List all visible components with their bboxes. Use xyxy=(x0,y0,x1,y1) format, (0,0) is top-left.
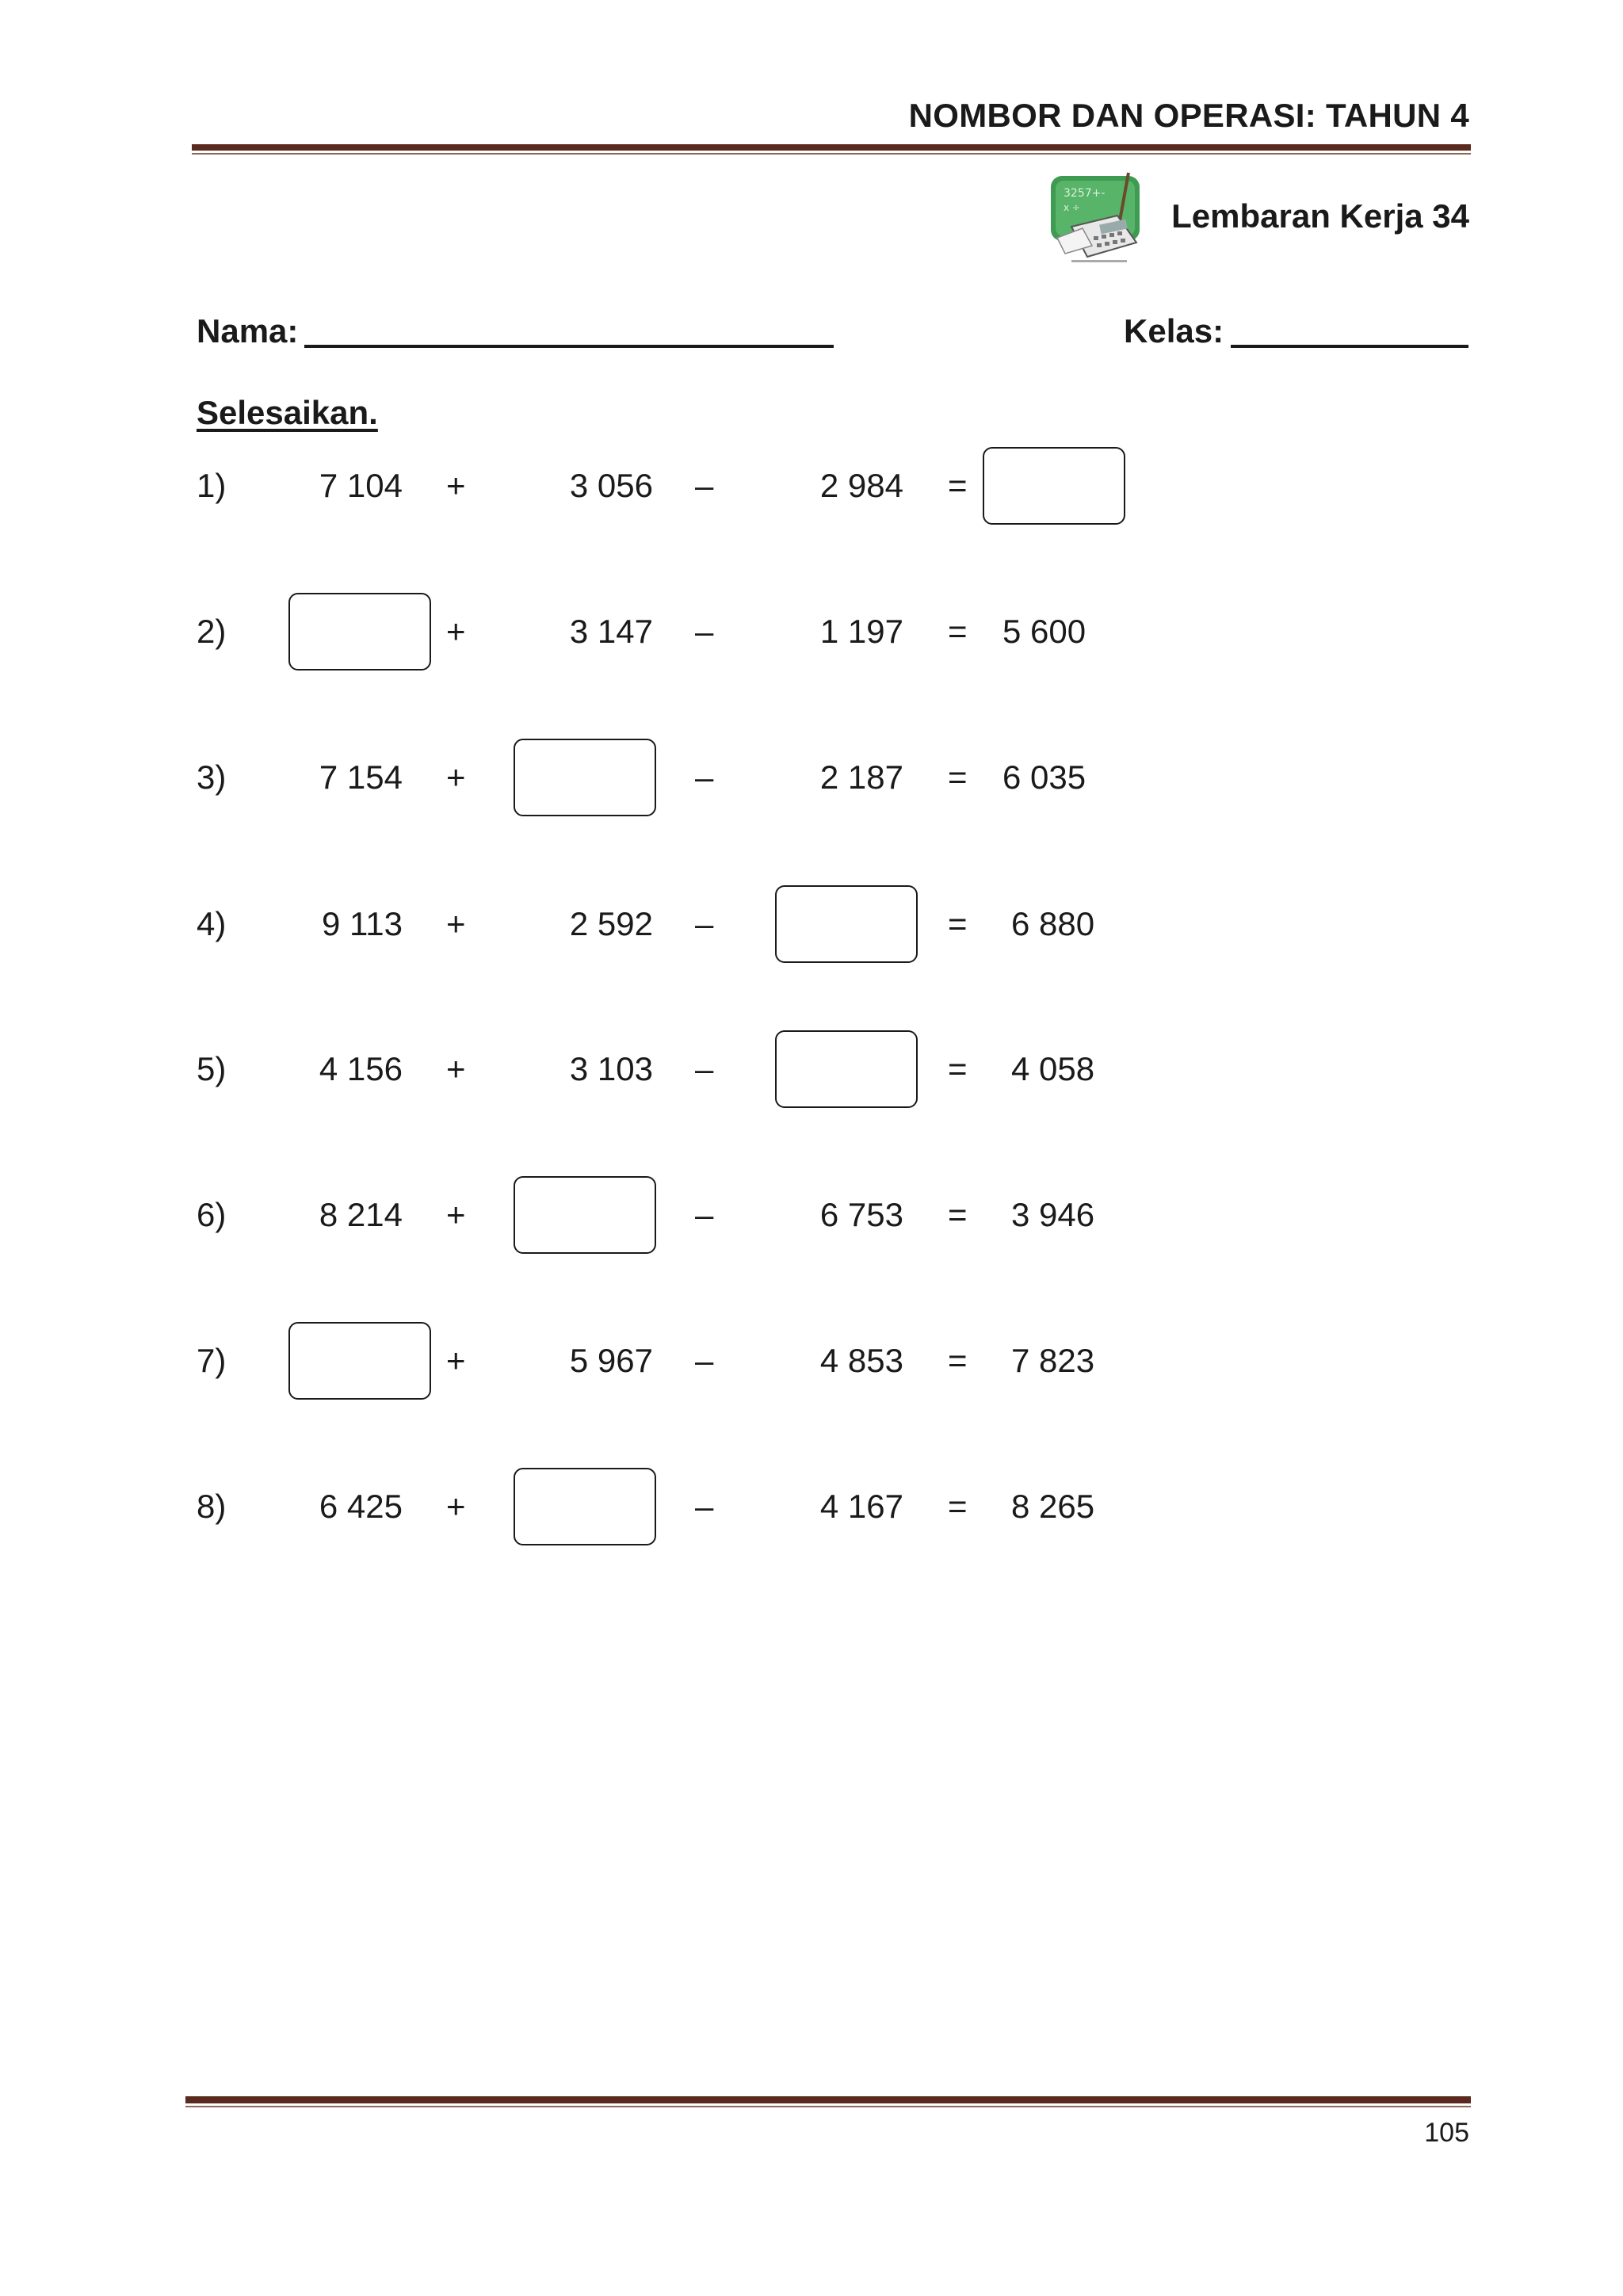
minus-sign: – xyxy=(695,905,714,942)
operand-1: 8 214 xyxy=(319,1196,403,1233)
operand-3: 6 753 xyxy=(819,1196,903,1233)
operand-3: 4 853 xyxy=(819,1342,903,1379)
answer-box-operand-1[interactable] xyxy=(288,593,431,670)
operand-2: 3 103 xyxy=(569,1050,653,1087)
question-number: 3) xyxy=(197,758,227,796)
minus-sign: – xyxy=(695,758,714,796)
result: 4 058 xyxy=(1011,1050,1095,1087)
chalkboard-calculator-icon xyxy=(1048,170,1151,268)
question-number: 8) xyxy=(197,1488,227,1525)
question-number: 2) xyxy=(197,613,227,650)
name-blank-line[interactable] xyxy=(304,345,834,348)
equals-sign: = xyxy=(948,905,968,942)
svg-text:x ÷: x ÷ xyxy=(1064,202,1080,213)
operand-2: 2 592 xyxy=(569,905,653,942)
plus-sign: + xyxy=(446,1342,466,1379)
operand-1: 7 104 xyxy=(319,467,403,504)
result: 3 946 xyxy=(1011,1196,1095,1233)
operand-1: 7 154 xyxy=(319,758,403,796)
svg-text:3257+-: 3257+- xyxy=(1064,187,1106,200)
result: 6 035 xyxy=(1002,758,1086,796)
question-number: 5) xyxy=(197,1050,227,1087)
page-number: 105 xyxy=(1424,2118,1469,2148)
equals-sign: = xyxy=(948,467,968,504)
answer-box-operand-2[interactable] xyxy=(514,739,656,816)
plus-sign: + xyxy=(446,613,466,650)
answer-box-operand-3[interactable] xyxy=(775,885,918,963)
result: 5 600 xyxy=(1002,613,1086,650)
plus-sign: + xyxy=(446,905,466,942)
minus-sign: – xyxy=(695,613,714,650)
plus-sign: + xyxy=(446,1050,466,1087)
operand-2: 5 967 xyxy=(569,1342,653,1379)
operand-2: 3 056 xyxy=(569,467,653,504)
answer-box-operand-1[interactable] xyxy=(288,1322,431,1400)
minus-sign: – xyxy=(695,1488,714,1525)
question-number: 6) xyxy=(197,1196,227,1233)
operand-1: 6 425 xyxy=(319,1488,403,1525)
equals-sign: = xyxy=(948,1488,968,1525)
equals-sign: = xyxy=(948,758,968,796)
plus-sign: + xyxy=(446,1196,466,1233)
equals-sign: = xyxy=(948,1196,968,1233)
worksheet-title: Lembaran Kerja 34 xyxy=(1171,197,1469,235)
header-divider xyxy=(192,144,1471,155)
operand-2: 3 147 xyxy=(569,613,653,650)
name-label: Nama: xyxy=(197,312,299,350)
question-number: 4) xyxy=(197,905,227,942)
equals-sign: = xyxy=(948,1050,968,1087)
answer-box-operand-2[interactable] xyxy=(514,1176,656,1254)
minus-sign: – xyxy=(695,1342,714,1379)
minus-sign: – xyxy=(695,1196,714,1233)
class-label: Kelas: xyxy=(1124,312,1224,350)
minus-sign: – xyxy=(695,1050,714,1087)
class-blank-line[interactable] xyxy=(1231,345,1468,348)
answer-box-operand-2[interactable] xyxy=(514,1468,656,1545)
equals-sign: = xyxy=(948,613,968,650)
operand-1: 9 113 xyxy=(322,905,403,942)
operand-3: 1 197 xyxy=(819,613,903,650)
minus-sign: – xyxy=(695,467,714,504)
plus-sign: + xyxy=(446,758,466,796)
plus-sign: + xyxy=(446,1488,466,1525)
result: 8 265 xyxy=(1011,1488,1095,1525)
plus-sign: + xyxy=(446,467,466,504)
operand-3: 2 187 xyxy=(819,758,903,796)
question-number: 1) xyxy=(197,467,227,504)
answer-box-operand-3[interactable] xyxy=(775,1030,918,1108)
header-title: NOMBOR DAN OPERASI: TAHUN 4 xyxy=(908,97,1469,134)
answer-box-result[interactable] xyxy=(983,447,1125,525)
operand-1: 4 156 xyxy=(319,1050,403,1087)
operand-3: 2 984 xyxy=(819,467,903,504)
footer-divider xyxy=(185,2096,1471,2107)
instruction: Selesaikan. xyxy=(197,394,378,431)
operand-3: 4 167 xyxy=(819,1488,903,1525)
result: 6 880 xyxy=(1011,905,1095,942)
equals-sign: = xyxy=(948,1342,968,1379)
result: 7 823 xyxy=(1011,1342,1095,1379)
question-number: 7) xyxy=(197,1342,227,1379)
